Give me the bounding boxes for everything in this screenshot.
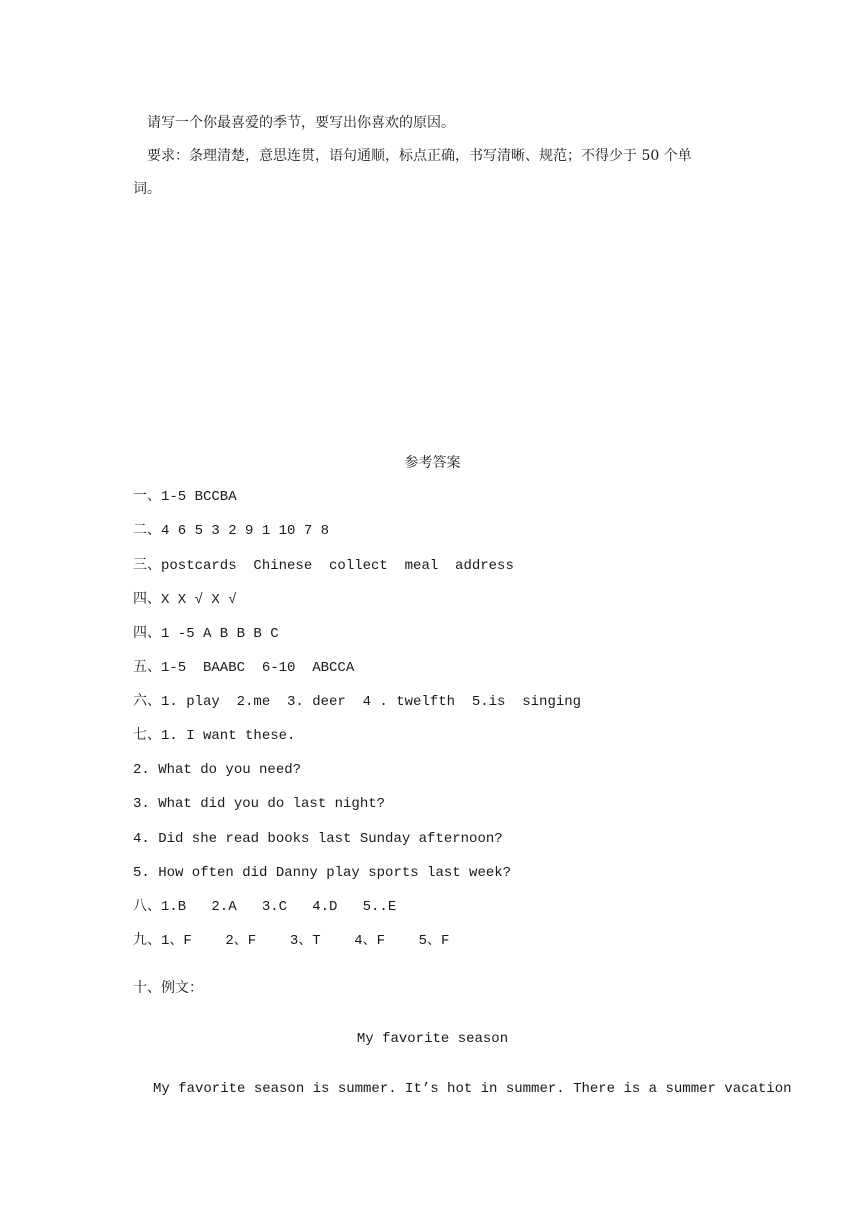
answer-line: 5. How often did Danny play sports last week? <box>133 865 512 881</box>
answer-line: 五、1-5 BAABC 6-10 ABCCA <box>133 660 355 676</box>
answer-line: 2. What do you need? <box>133 762 302 778</box>
answer-line: 3. What did you do last night? <box>133 796 386 812</box>
answer-line: 四、X X √ X √ <box>133 592 237 608</box>
answers-title: 参考答案 <box>404 455 461 471</box>
task-prompt: 请写一个你最喜爱的季节，要写出你喜欢的原因。 <box>147 115 455 131</box>
answer-line: 八、1.B 2.A 3.C 4.D 5..E <box>133 899 397 915</box>
answer-line: 六、1. play 2.me 3. deer 4 . twelfth 5.is singing <box>133 694 582 710</box>
task-requirement-line1: 要求：条理清楚，意思连贯，语句通顺，标点正确，书写清晰、规范；不得少于 50 个单 <box>147 148 692 164</box>
essay-heading: 十、例文： <box>133 980 203 996</box>
essay-title: My favorite season <box>356 1031 509 1047</box>
answer-line: 一、1-5 BCCBA <box>133 489 237 505</box>
essay-first-line: My favorite season is summer. It’s hot in summer. There is a summer vacation <box>153 1081 792 1097</box>
answer-line: 4. Did she read books last Sunday afternoon? <box>133 831 503 847</box>
answer-line: 三、postcards Chinese collect meal address <box>133 558 514 574</box>
task-requirement-line2: 词。 <box>133 181 161 197</box>
answer-line: 七、1. I want these. <box>133 728 296 744</box>
answer-line: 二、4 6 5 3 2 9 1 10 7 8 <box>133 523 330 539</box>
answer-line: 九、1、F 2、F 3、T 4、F 5、F <box>133 933 450 949</box>
answer-line: 四、1 -5 A B B B C <box>133 626 279 642</box>
